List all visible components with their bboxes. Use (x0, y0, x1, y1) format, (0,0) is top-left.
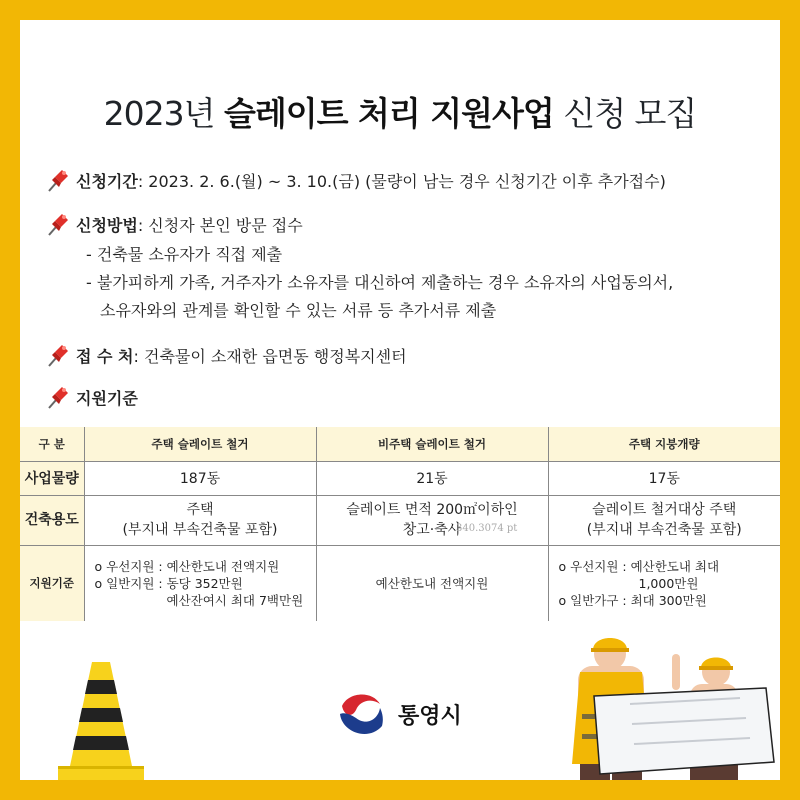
info-method (46, 211, 303, 237)
row-label: 사업물량 (20, 461, 84, 495)
table-row (20, 495, 780, 545)
row-label: 지원기준 (20, 545, 84, 621)
table-header-row (20, 427, 780, 461)
pushpin-icon (46, 211, 70, 237)
notice-card (20, 20, 780, 780)
title-bold: 슬레이트 처리 지원사업 (224, 94, 554, 133)
method-label: 신청방법 (76, 215, 138, 235)
cell-line: 예산잔여시 최대 7백만원 (166, 592, 304, 608)
table-header: 비주택 슬레이트 철거 (316, 427, 548, 461)
period-label: 신청기간 (76, 171, 138, 191)
city-logo (336, 688, 462, 740)
cell-line: o 일반지원 : 동당 352만원 (94, 575, 243, 591)
table-header: 주택 지붕개량 (548, 427, 780, 461)
cell-line: 슬레이트 면적 200㎡이하인 (346, 502, 518, 518)
table-row (20, 461, 780, 495)
logo-text: 통영시 (398, 703, 462, 729)
table-cell: 187동 (84, 461, 316, 495)
table-header: 구 분 (20, 427, 84, 461)
workers-illustration (560, 624, 780, 780)
office-text: : 건축물이 소재한 읍면동 행정복지센터 (133, 346, 407, 366)
table-cell (84, 545, 316, 621)
page-title: 2023년 슬레이트 처리 지원사업 신청 모집 (103, 94, 697, 133)
cell-line: 1,000만원 (638, 575, 699, 591)
title-rest: 신청 모집 (563, 94, 697, 133)
table-header: 주택 슬레이트 철거 (84, 427, 316, 461)
size-annotation: 340.3074 pt (456, 523, 518, 534)
method-text: : 신청자 본인 방문 접수 (137, 215, 303, 235)
cell-line: (부지내 부속건축물 포함) (122, 522, 278, 538)
method-sub-2: - 불가피하게 가족, 거주자가 소유자를 대신하여 제출하는 경우 소유자의 사업동의서, (86, 273, 674, 292)
pushpin-icon (46, 384, 70, 410)
traffic-cone-icon (58, 662, 144, 780)
table-cell (548, 545, 780, 621)
support-table (20, 427, 780, 621)
cell-line: (부지내 부속건축물 포함) (586, 522, 742, 538)
info-period (46, 167, 666, 193)
cell-line: o 일반가구 : 최대 300만원 (558, 592, 707, 608)
cell-line: 슬레이트 철거대상 주택 (592, 502, 737, 518)
method-sub-1: - 건축물 소유자가 직접 제출 (86, 245, 283, 264)
pushpin-icon (46, 342, 70, 368)
pushpin-icon (46, 167, 70, 193)
table-cell: 17동 (548, 461, 780, 495)
table-cell: 예산한도내 전액지원 (316, 545, 548, 621)
table-cell (316, 495, 548, 545)
info-office (46, 342, 407, 368)
period-text: : 2023. 2. 6.(월) ~ 3. 10.(금) (물량이 남는 경우 신청기간 이후 추가접수) (137, 171, 666, 191)
table-row (20, 545, 780, 621)
table-cell: 21동 (316, 461, 548, 495)
criteria-label: 지원기준 (76, 388, 138, 408)
method-sub-3: 소유자와의 관계를 확인할 수 있는 서류 등 추가서류 제출 (100, 301, 497, 320)
row-label: 건축용도 (20, 495, 84, 545)
table-cell (548, 495, 780, 545)
info-criteria (46, 384, 138, 410)
cell-line: o 우선지원 : 예산한도내 전액지원 (94, 558, 280, 574)
cell-line: 창고·축사 (402, 522, 462, 538)
office-label: 접 수 처 (76, 346, 134, 366)
cell-line: 주택 (186, 502, 214, 518)
table-cell (84, 495, 316, 545)
cell-line: o 우선지원 : 예산한도내 최대 (558, 558, 720, 574)
taegeuk-logo-icon (336, 688, 388, 740)
